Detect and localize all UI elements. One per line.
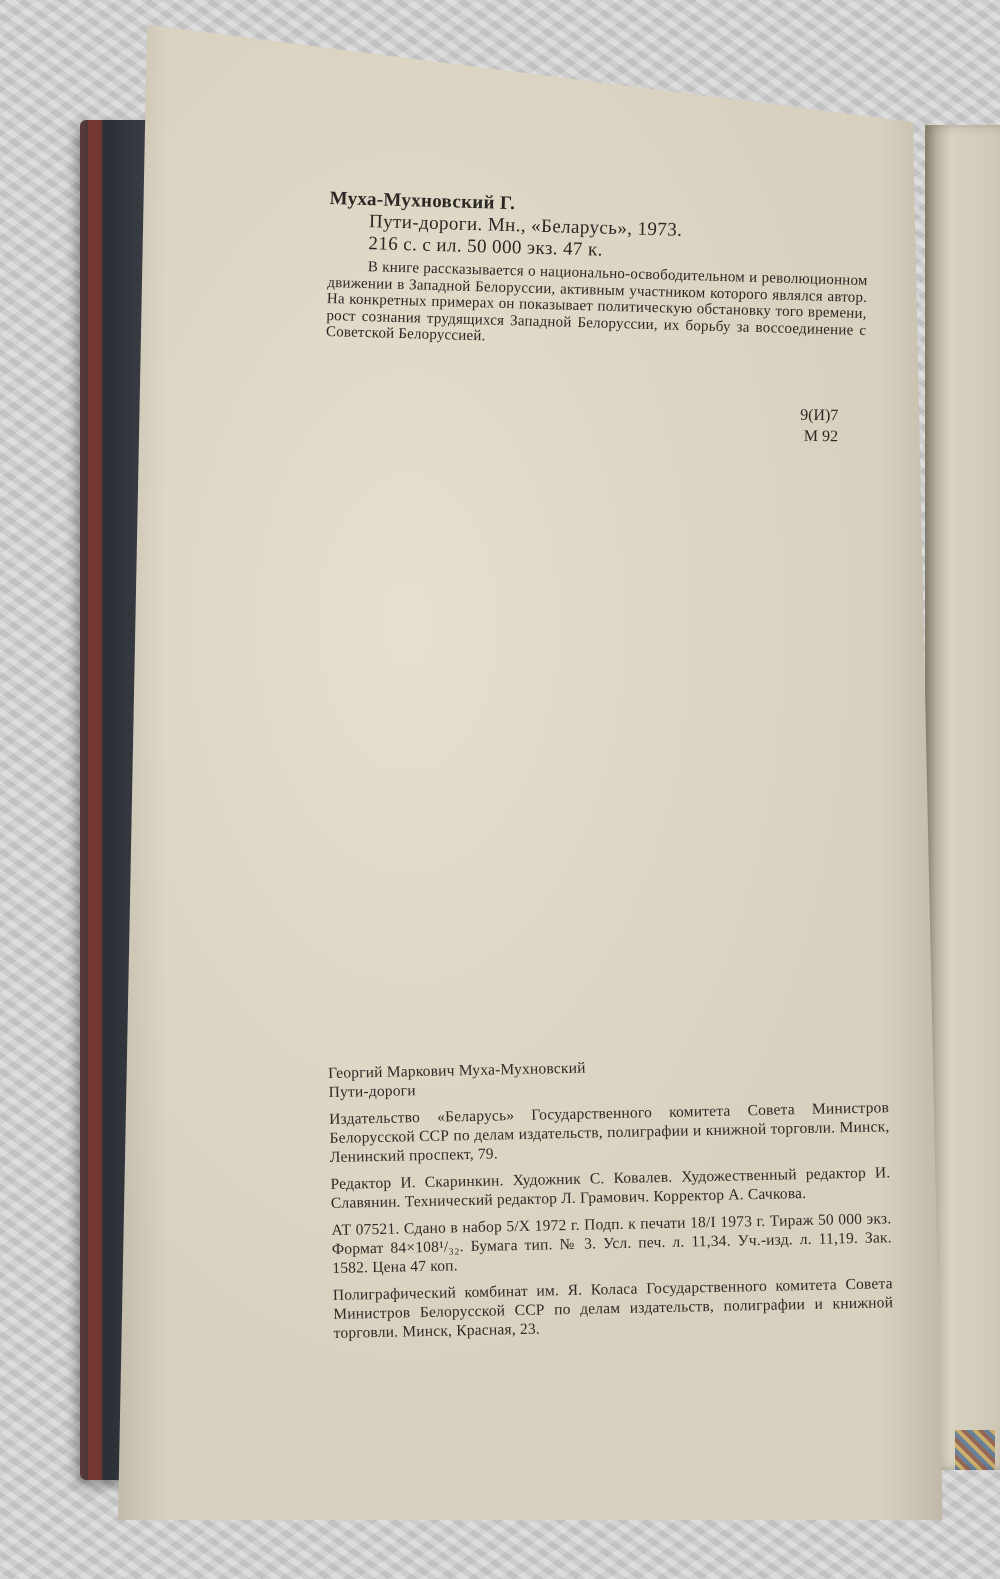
book-abstract: В книге рассказывается о национально-освободительном и революционном движении в Западной Белоруссии, активным участником которого являлся автор. На конкретных примерах он показывает политическую обстановку того времени, рост сознания трудящихся Западной Белоруссии, их борьбу за воссоединение с Советской Белоруссией. (325, 259, 868, 345)
author-full-name: Георгий Маркович Муха-Мухновский (328, 1059, 586, 1082)
printer-info: Полиграфический комбинат им. Я. Коласа Государственного комитета Совета Министров Белорусской ССР по делам издательств, полиграфии и книжной торговли. Минск, Красная, 23. (332, 1275, 894, 1342)
author-mark: М 92 (803, 427, 839, 446)
print-data: АТ 07521. Сдано в набор 5/X 1972 г. Подп. к печати 18/I 1973 г. Тираж 50 000 экз. Формат 84×108¹/₃₂. Бумага тип. № 3. Усл. печ. л. 11,34. Уч.-изд. л. 11,19. Зак. 1582. Цена 47 коп. (331, 1210, 892, 1277)
pages-copies-price-line: 216 с. с ил. 50 000 экз. 47 к. (368, 233, 604, 261)
book-title: Пути-дороги (328, 1082, 416, 1101)
publisher-info: Издательство «Беларусь» Государственного комитета Совета Министров Белорусской ССР по делам издательств, полиграфии и книжной торговли. Минск, Ленинский проспект, 79. (328, 1099, 890, 1166)
bibliographic-record (326, 188, 870, 356)
classification-codes (800, 405, 839, 448)
imprint-block (328, 1052, 894, 1351)
editors-credits: Редактор И. Скаринкин. Художник С. Ковалев. Художественный редактор И. Славянин. Технический редактор Л. Грамович. Корректор А. Сачкова. (330, 1164, 891, 1212)
facing-page-illustration-corner (955, 1430, 995, 1470)
author-heading: Муха-Мухновский Г. (329, 188, 516, 215)
title-publisher-line: Пути-дороги. Мн., «Беларусь», 1973. (368, 211, 683, 241)
bbk-code: 9(И)7 (800, 406, 839, 425)
